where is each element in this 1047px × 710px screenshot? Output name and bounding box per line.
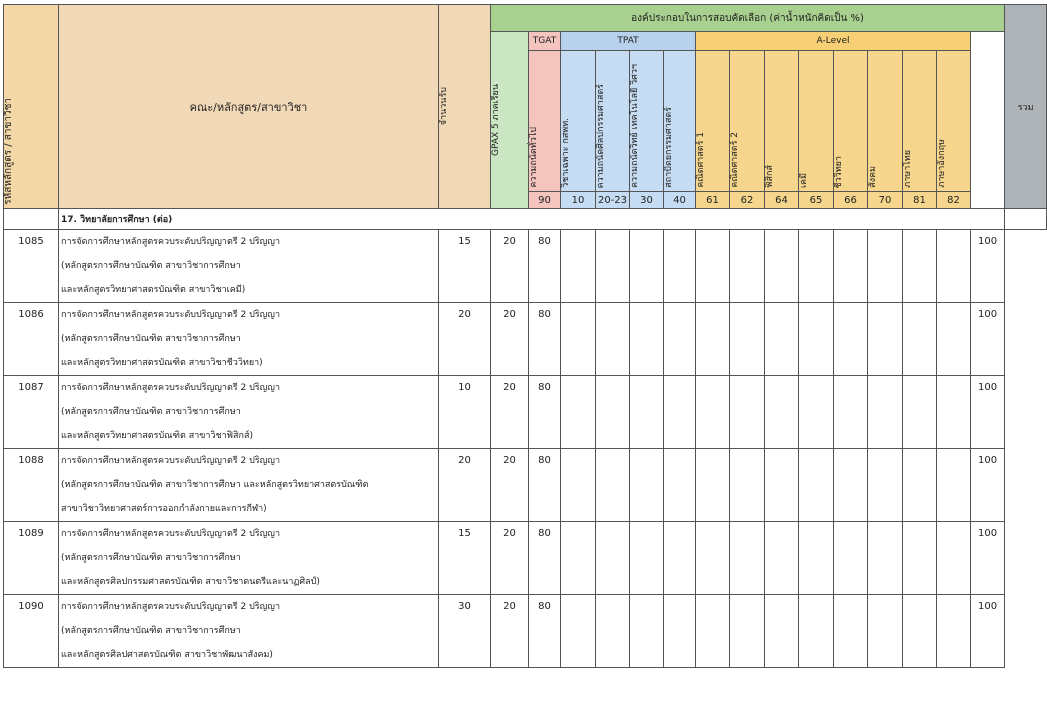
header-program-label: คณะ/หลักสูตร/สาขาวิชา: [189, 100, 308, 114]
row-code: 1090: [4, 595, 59, 668]
row-total: 100: [971, 230, 1005, 303]
header-subject-label: ภาษาอังกฤษ: [937, 139, 947, 188]
row-empty-cell: [730, 595, 765, 668]
row-empty-cell: [664, 230, 696, 303]
row-empty-cell: [630, 595, 664, 668]
header-subject-label: คณิตศาสตร์ 2: [730, 132, 740, 188]
header-total: [1005, 5, 1047, 209]
header-subject-code: 40: [664, 192, 696, 209]
row-empty-cell: [696, 522, 730, 595]
row-empty-cell: [561, 376, 596, 449]
section-total-blank: [1005, 209, 1047, 230]
header-subject: [596, 51, 630, 192]
header-subject-code: 61: [696, 192, 730, 209]
row-empty-cell: [834, 230, 868, 303]
header-subject-label: สังคม: [868, 166, 878, 188]
row-empty-cell: [937, 522, 971, 595]
header-subject-code: 81: [903, 192, 937, 209]
row-seats: 15: [439, 522, 491, 595]
row-program-line: และหลักสูตรวิทยาศาสตรบัณฑิต สาขาวิชาชีววิทยา): [61, 358, 263, 368]
header-subject-code: 30: [630, 192, 664, 209]
header-tgat: [529, 32, 561, 51]
table-row: [4, 376, 1047, 449]
row-program: [59, 303, 439, 376]
header-total-label: รวม: [1017, 102, 1034, 113]
header-subject-label: เคมี: [799, 172, 809, 188]
row-empty-cell: [868, 595, 903, 668]
row-empty-cell: [596, 376, 630, 449]
row-gpax: 20: [491, 230, 529, 303]
row-empty-cell: [596, 595, 630, 668]
header-code-label: รหัสหลักสูตร / สาขาวิชา: [3, 98, 14, 205]
header-subject: [529, 51, 561, 192]
row-empty-cell: [799, 595, 834, 668]
row-total: 100: [971, 303, 1005, 376]
header-subject: [765, 51, 799, 192]
row-tgat: 80: [529, 303, 561, 376]
row-empty-cell: [630, 376, 664, 449]
row-empty-cell: [868, 303, 903, 376]
row-empty-cell: [834, 376, 868, 449]
row-empty-cell: [765, 376, 799, 449]
row-empty-cell: [765, 449, 799, 522]
row-empty-cell: [696, 595, 730, 668]
header-subject-code: 82: [937, 192, 971, 209]
row-empty-cell: [799, 303, 834, 376]
row-empty-cell: [730, 230, 765, 303]
row-empty-cell: [937, 303, 971, 376]
row-empty-cell: [903, 449, 937, 522]
row-empty-cell: [664, 449, 696, 522]
header-seats-label: จำนวนรับ: [439, 87, 449, 126]
row-empty-cell: [664, 595, 696, 668]
row-program-line: การจัดการศึกษาหลักสูตรควบระดับปริญญาตรี 2 ปริญญา: [61, 237, 281, 247]
header-subject-label: ฟิสิกส์: [765, 165, 775, 188]
row-empty-cell: [561, 595, 596, 668]
header-subject-label: ภาษาไทย: [903, 150, 913, 188]
header-alevel-label: A-Level: [816, 36, 850, 46]
row-gpax: 20: [491, 303, 529, 376]
header-subject-code: 10: [561, 192, 596, 209]
row-code: 1089: [4, 522, 59, 595]
row-gpax: 20: [491, 595, 529, 668]
header-subject: [903, 51, 937, 192]
header-subject: [696, 51, 730, 192]
row-program-line: และหลักสูตรวิทยาศาสตรบัณฑิต สาขาวิชาเคมี): [61, 285, 246, 295]
header-subject-code: 90: [529, 192, 561, 209]
row-program-line: และหลักสูตรศิลปกรรมศาสตรบัณฑิต สาขาวิชาดนตรีและนาฏศิลป์): [61, 577, 320, 587]
header-subject: [834, 51, 868, 192]
header-subject-code: 70: [868, 192, 903, 209]
row-code: 1088: [4, 449, 59, 522]
row-program: [59, 376, 439, 449]
header-tpat: [561, 32, 696, 51]
row-program-line: (หลักสูตรการศึกษาบัณฑิต สาขาวิชาการศึกษา: [61, 553, 241, 563]
table-row: [4, 595, 1047, 668]
table-row: [4, 230, 1047, 303]
row-empty-cell: [868, 449, 903, 522]
row-tgat: 80: [529, 522, 561, 595]
header-subject-label: ความถนัดศิลปกรรมศาสตร์: [596, 83, 606, 188]
row-empty-cell: [937, 230, 971, 303]
row-empty-cell: [765, 595, 799, 668]
row-program: [59, 230, 439, 303]
row-empty-cell: [664, 303, 696, 376]
row-seats: 20: [439, 303, 491, 376]
header-subject: [937, 51, 971, 192]
row-program-line: การจัดการศึกษาหลักสูตรควบระดับปริญญาตรี 2 ปริญญา: [61, 383, 281, 393]
header-subject-label: ความถนัดทั่วไป: [529, 127, 539, 188]
row-tgat: 80: [529, 449, 561, 522]
row-empty-cell: [868, 376, 903, 449]
row-empty-cell: [561, 449, 596, 522]
row-empty-cell: [799, 449, 834, 522]
header-subject-label: ความถนัดวิทย์ เทคโนโลยี วิศวฯ: [630, 63, 640, 188]
row-empty-cell: [596, 303, 630, 376]
row-code: 1085: [4, 230, 59, 303]
row-program-line: (หลักสูตรการศึกษาบัณฑิต สาขาวิชาการศึกษา และหลักสูตรวิทยาศาสตรบัณฑิต: [61, 480, 369, 490]
row-empty-cell: [903, 230, 937, 303]
header-subject: [799, 51, 834, 192]
row-empty-cell: [799, 230, 834, 303]
row-empty-cell: [696, 376, 730, 449]
row-empty-cell: [834, 522, 868, 595]
header-subject: [664, 51, 696, 192]
row-seats: 20: [439, 449, 491, 522]
header-gpax-label: GPAX 5 ภาคเรียน: [491, 84, 501, 156]
header-subject-code: 20-23: [596, 192, 630, 209]
row-empty-cell: [730, 522, 765, 595]
header-seats: [439, 5, 491, 209]
row-empty-cell: [765, 522, 799, 595]
row-total: 100: [971, 595, 1005, 668]
row-empty-cell: [696, 230, 730, 303]
row-tgat: 80: [529, 230, 561, 303]
row-total: 100: [971, 376, 1005, 449]
row-empty-cell: [834, 595, 868, 668]
row-program-line: (หลักสูตรการศึกษาบัณฑิต สาขาวิชาการศึกษา: [61, 334, 241, 344]
row-empty-cell: [561, 303, 596, 376]
row-empty-cell: [561, 230, 596, 303]
row-seats: 30: [439, 595, 491, 668]
header-subject-label: คณิตศาสตร์ 1: [696, 132, 706, 188]
row-program-line: (หลักสูตรการศึกษาบัณฑิต สาขาวิชาการศึกษา: [61, 407, 241, 417]
row-empty-cell: [630, 303, 664, 376]
header-subject-label: สถาปัตยกรรมศาสตร์: [664, 107, 674, 188]
header-code: [4, 5, 59, 209]
row-empty-cell: [903, 303, 937, 376]
row-program-line: และหลักสูตรวิทยาศาสตรบัณฑิต สาขาวิชาฟิสิกส์): [61, 431, 253, 441]
row-total: 100: [971, 522, 1005, 595]
row-seats: 10: [439, 376, 491, 449]
row-program-line: (หลักสูตรการศึกษาบัณฑิต สาขาวิชาการศึกษา: [61, 261, 241, 271]
row-empty-cell: [561, 522, 596, 595]
row-empty-cell: [937, 595, 971, 668]
row-program-line: (หลักสูตรการศึกษาบัณฑิต สาขาวิชาการศึกษา: [61, 626, 241, 636]
header-subject: [630, 51, 664, 192]
row-program: [59, 522, 439, 595]
header-gpax: [491, 32, 529, 209]
header-subject: [561, 51, 596, 192]
header-subject-label: ชีววิทยา: [834, 155, 844, 188]
admission-table: [3, 4, 1047, 668]
row-empty-cell: [937, 376, 971, 449]
row-empty-cell: [903, 376, 937, 449]
header-subject-label: วิชาเฉพาะ กสพท.: [561, 118, 571, 188]
row-empty-cell: [730, 376, 765, 449]
row-code: 1086: [4, 303, 59, 376]
row-total: 100: [971, 449, 1005, 522]
table-row: [4, 522, 1047, 595]
row-empty-cell: [596, 230, 630, 303]
header-subject-code: 62: [730, 192, 765, 209]
section-code-blank: [4, 209, 59, 230]
row-empty-cell: [834, 449, 868, 522]
row-tgat: 80: [529, 595, 561, 668]
row-gpax: 20: [491, 449, 529, 522]
table-row: [4, 303, 1047, 376]
row-empty-cell: [730, 303, 765, 376]
header-subject: [868, 51, 903, 192]
row-empty-cell: [730, 449, 765, 522]
row-empty-cell: [664, 376, 696, 449]
header-tgat-label: TGAT: [532, 36, 557, 46]
row-empty-cell: [834, 303, 868, 376]
row-empty-cell: [799, 376, 834, 449]
row-program-line: การจัดการศึกษาหลักสูตรควบระดับปริญญาตรี 2 ปริญญา: [61, 602, 281, 612]
table-row: [4, 449, 1047, 522]
header-subject-code: 65: [799, 192, 834, 209]
row-program-line: การจัดการศึกษาหลักสูตรควบระดับปริญญาตรี 2 ปริญญา: [61, 456, 281, 466]
row-program-line: การจัดการศึกษาหลักสูตรควบระดับปริญญาตรี 2 ปริญญา: [61, 529, 281, 539]
row-program: [59, 595, 439, 668]
row-program-line: การจัดการศึกษาหลักสูตรควบระดับปริญญาตรี 2 ปริญญา: [61, 310, 281, 320]
row-empty-cell: [903, 595, 937, 668]
row-empty-cell: [799, 522, 834, 595]
row-empty-cell: [696, 449, 730, 522]
row-gpax: 20: [491, 522, 529, 595]
row-empty-cell: [765, 230, 799, 303]
row-empty-cell: [868, 230, 903, 303]
row-program-line: สาขาวิชาวิทยาศาสตร์การออกกำลังกายและการกีฬา): [61, 504, 267, 514]
row-empty-cell: [868, 522, 903, 595]
section-title: 17. วิทยาลัยการศึกษา (ต่อ): [59, 209, 1005, 230]
row-empty-cell: [630, 449, 664, 522]
row-empty-cell: [630, 230, 664, 303]
row-empty-cell: [765, 303, 799, 376]
row-empty-cell: [696, 303, 730, 376]
header-subject-code: 64: [765, 192, 799, 209]
row-tgat: 80: [529, 376, 561, 449]
header-program: [59, 5, 439, 209]
header-tpat-label: TPAT: [617, 36, 639, 46]
row-empty-cell: [596, 449, 630, 522]
row-empty-cell: [630, 522, 664, 595]
row-program-line: และหลักสูตรศิลปศาสตรบัณฑิต สาขาวิชาพัฒนาสังคม): [61, 650, 273, 660]
row-gpax: 20: [491, 376, 529, 449]
row-empty-cell: [937, 449, 971, 522]
header-subject-code: 66: [834, 192, 868, 209]
row-empty-cell: [903, 522, 937, 595]
row-code: 1087: [4, 376, 59, 449]
row-empty-cell: [596, 522, 630, 595]
header-alevel: [696, 32, 971, 51]
row-empty-cell: [664, 522, 696, 595]
header-components-label: องค์ประกอบในการสอบคัดเลือก (ค่าน้ำหนักคิดเป็น %): [631, 12, 864, 24]
header-components: [491, 5, 1005, 32]
row-program: [59, 449, 439, 522]
header-subject: [730, 51, 765, 192]
row-seats: 15: [439, 230, 491, 303]
